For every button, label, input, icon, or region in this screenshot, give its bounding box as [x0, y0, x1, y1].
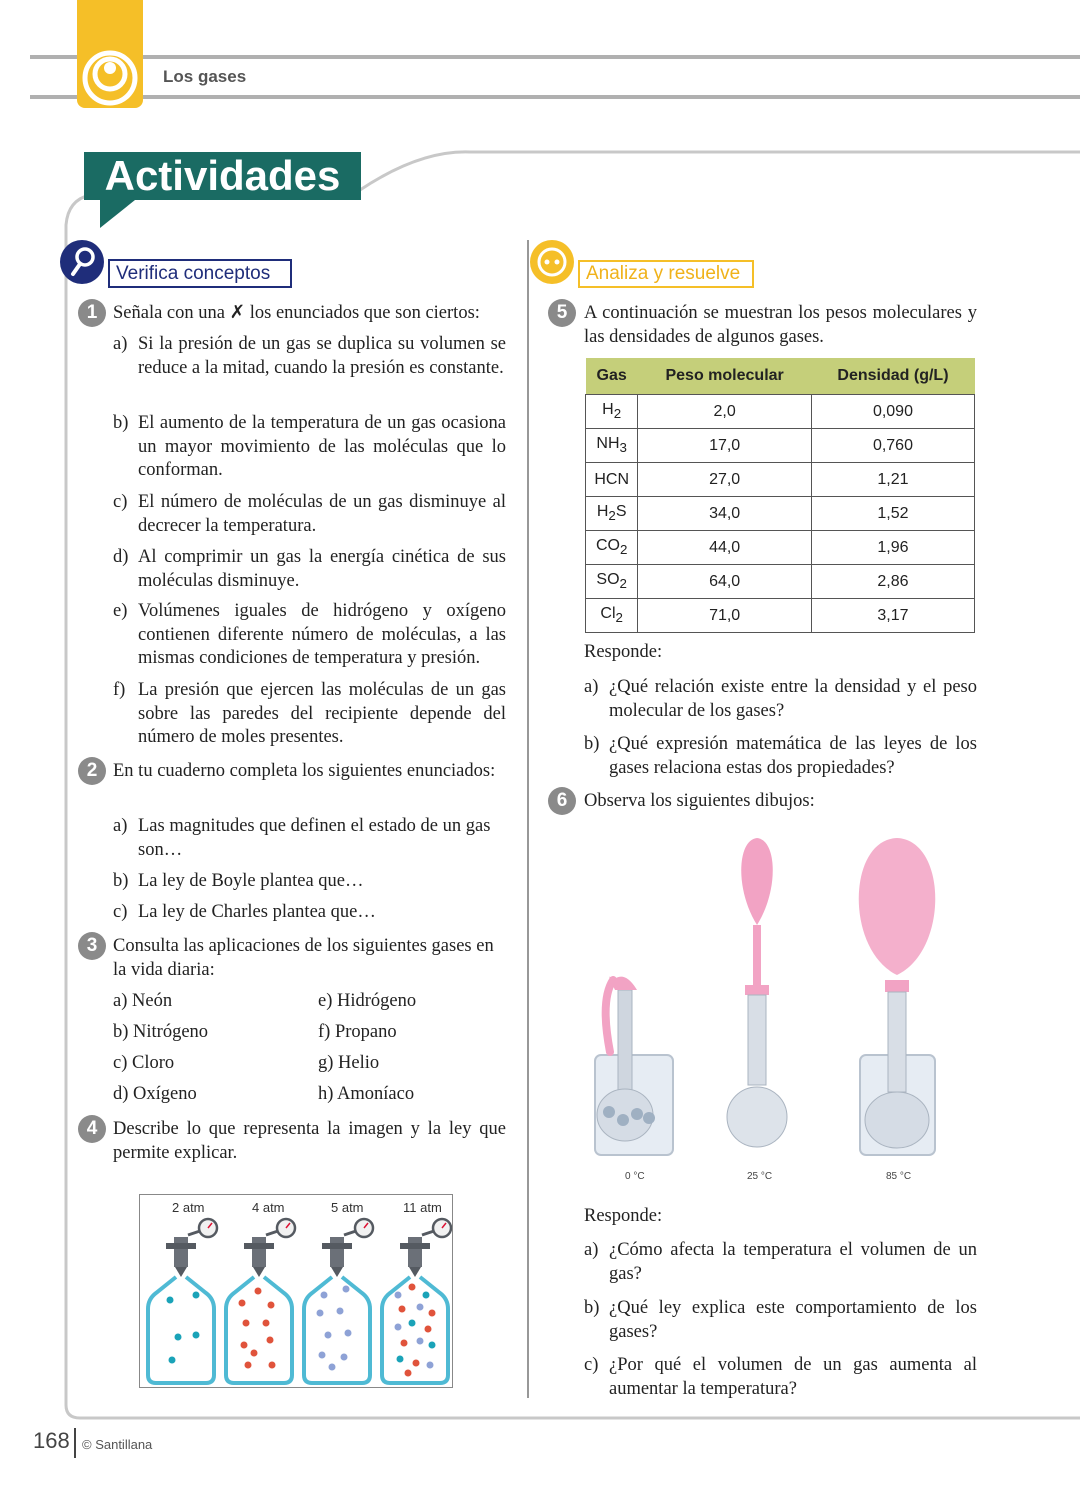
molecular-weight: 71,0	[638, 599, 812, 633]
q5-item-label: b)	[584, 734, 600, 754]
q1-item-label: a)	[113, 334, 128, 354]
q5-item-label: a)	[584, 677, 599, 697]
table-row	[586, 429, 975, 463]
q6-item-text: ¿Qué ley explica este comportamiento de los gases?	[609, 1298, 977, 1342]
temperature-label: 85 °C	[886, 1171, 912, 1182]
q2-prompt: En tu cuaderno completa los siguientes enunciados:	[113, 761, 496, 781]
q1-item-text: Si la presión de un gas se duplica su volumen se reduce a la mitad, cuando la presión es constante.	[138, 334, 506, 378]
gas-formula: $H_2S$	[586, 497, 638, 531]
q2-item-text: La ley de Boyle plantea que…	[138, 871, 364, 891]
publisher: © Santillana	[82, 1437, 153, 1452]
table-row	[586, 463, 975, 497]
gas-formula: HCN	[586, 463, 638, 497]
balloon-flasks-illustration	[585, 830, 965, 1170]
molecular-weight: 17,0	[638, 429, 812, 463]
q5-prompt: A continuación se muestran los pesos moleculares y las densidades de algunos gases.	[584, 303, 977, 347]
temperature-label: 0 °C	[625, 1171, 645, 1182]
density: 2,86	[811, 565, 974, 599]
page-title: Actividades	[84, 152, 361, 200]
gas-formula: $NH_3$	[586, 429, 638, 463]
gas-cylinder	[148, 1219, 217, 1383]
col-header: Densidad (g/L)	[811, 358, 974, 395]
pressure-figure	[139, 1194, 453, 1388]
gas-cylinder	[382, 1219, 451, 1383]
q3-gas: h) Amoníaco	[318, 1084, 415, 1104]
q1-item-label: c)	[113, 492, 128, 512]
question-number-6: 6	[548, 787, 576, 815]
question-number-2: 2	[78, 757, 106, 785]
analiza-badge	[530, 240, 574, 284]
pressure-label: 5 atm	[331, 1200, 364, 1215]
q3-prompt: Consulta las aplicaciones de los siguientes gases en la vida diaria:	[113, 936, 494, 980]
q1-item-text: El aumento de la temperatura de un gas ocasiona un mayor movimiento de las moléculas que lo conforman.	[138, 413, 506, 480]
density: 0,760	[811, 429, 974, 463]
flask-hot	[859, 838, 936, 1155]
q1-item-text: Al comprimir un gas la energía cinética de sus moléculas disminuye.	[138, 547, 506, 591]
q3-gas: g) Helio	[318, 1053, 380, 1073]
q2-item-text: Las magnitudes que definen el estado de un gas son…	[138, 816, 491, 860]
face-icon	[530, 240, 574, 284]
q6-responde: Responde:	[584, 1206, 663, 1226]
gas-table	[585, 358, 975, 633]
molecular-weight: 2,0	[638, 395, 812, 429]
gas-cylinder	[304, 1219, 373, 1383]
q5-responde: Responde:	[584, 642, 663, 662]
q6-prompt: Observa los siguientes dibujos:	[584, 791, 815, 811]
density: 0,090	[811, 395, 974, 429]
table-row	[586, 565, 975, 599]
col-header: Peso molecular	[638, 358, 812, 395]
gas-bottles-illustration	[140, 1195, 452, 1387]
pressure-label: 2 atm	[172, 1200, 205, 1215]
page-number: 168	[33, 1428, 70, 1453]
q6-item-label: b)	[584, 1298, 600, 1318]
molecular-weight: 44,0	[638, 531, 812, 565]
q1-item-label: f)	[113, 680, 126, 700]
q5-item-text: ¿Qué relación existe entre la densidad y el peso molecular de los gases?	[609, 677, 977, 721]
temperature-label: 25 °C	[747, 1171, 773, 1182]
q3-gas: d) Oxígeno	[113, 1084, 197, 1104]
section-verifica: Verifica conceptos	[108, 259, 292, 288]
q6-item-text: ¿Por qué el volumen de un gas aumenta al aumentar la temperatura?	[609, 1355, 977, 1399]
q6-item-label: c)	[584, 1355, 599, 1375]
q1-item-text: El número de moléculas de un gas disminuye al decrecer la temperatura.	[138, 492, 506, 536]
section-analiza: Analiza y resuelve	[578, 260, 754, 288]
q2-item-label: b)	[113, 871, 129, 891]
footer-divider	[74, 1428, 76, 1458]
q1-item-text: La presión que ejercen las moléculas de un gas sobre las paredes del recipiente depende del número de moles presentes.	[138, 680, 506, 747]
col-header: Gas	[586, 358, 638, 395]
q1-item-label: e)	[113, 601, 128, 621]
q6-item-text: ¿Cómo afecta la temperatura el volumen de un gas?	[609, 1240, 977, 1284]
q1-item-label: b)	[113, 413, 129, 433]
q1-item-label: d)	[113, 547, 129, 567]
gas-cylinder	[226, 1219, 295, 1383]
pressure-label: 11 atm	[403, 1200, 442, 1215]
table-header-row	[586, 358, 975, 395]
gas-formula: $CO_2$	[586, 531, 638, 565]
flask-room	[727, 838, 787, 1147]
q6-item-label: a)	[584, 1240, 599, 1260]
density: 1,21	[811, 463, 974, 497]
question-number-5: 5	[548, 299, 576, 327]
question-number-3: 3	[78, 932, 106, 960]
q3-gas: a) Neón	[113, 991, 173, 1011]
molecular-weight: 27,0	[638, 463, 812, 497]
density: 1,52	[811, 497, 974, 531]
gas-formula: $H_2$	[586, 395, 638, 429]
gas-formula: $SO_2$	[586, 565, 638, 599]
q1-item-text: Volúmenes iguales de hidrógeno y oxígeno contienen diferente número de moléculas, a las mismas condiciones de temperatura y presión.	[138, 601, 506, 668]
question-number-4: 4	[78, 1115, 106, 1143]
q3-gas: e) Hidrógeno	[318, 991, 417, 1011]
table-row	[586, 531, 975, 565]
q2-item-label: a)	[113, 816, 128, 836]
table-row	[586, 599, 975, 633]
question-number-1: 1	[78, 299, 106, 327]
header-section: Los gases	[163, 67, 247, 86]
table-row	[586, 497, 975, 531]
magnifier-icon	[60, 240, 104, 284]
density: 1,96	[811, 531, 974, 565]
q2-item-label: c)	[113, 902, 128, 922]
q3-gas: b) Nitrógeno	[113, 1022, 209, 1042]
q2-item-text: La ley de Charles plantea que…	[138, 902, 376, 922]
magnifier-badge	[60, 240, 104, 284]
q3-gas: f) Propano	[318, 1022, 397, 1042]
q3-gas: c) Cloro	[113, 1053, 175, 1073]
flask-cold	[595, 977, 673, 1155]
pressure-label: 4 atm	[252, 1200, 285, 1215]
table-row	[586, 395, 975, 429]
density: 3,17	[811, 599, 974, 633]
molecular-weight: 64,0	[638, 565, 812, 599]
molecular-weight: 34,0	[638, 497, 812, 531]
q4-prompt: Describe lo que representa la imagen y la ley que permite explicar.	[113, 1119, 506, 1163]
q1-prompt: Señala con una ✗ los enunciados que son ciertos:	[113, 303, 480, 323]
gas-formula: $Cl_2$	[586, 599, 638, 633]
q5-item-text: ¿Qué expresión matemática de las leyes de los gases relaciona estas dos propiedades?	[609, 734, 977, 778]
